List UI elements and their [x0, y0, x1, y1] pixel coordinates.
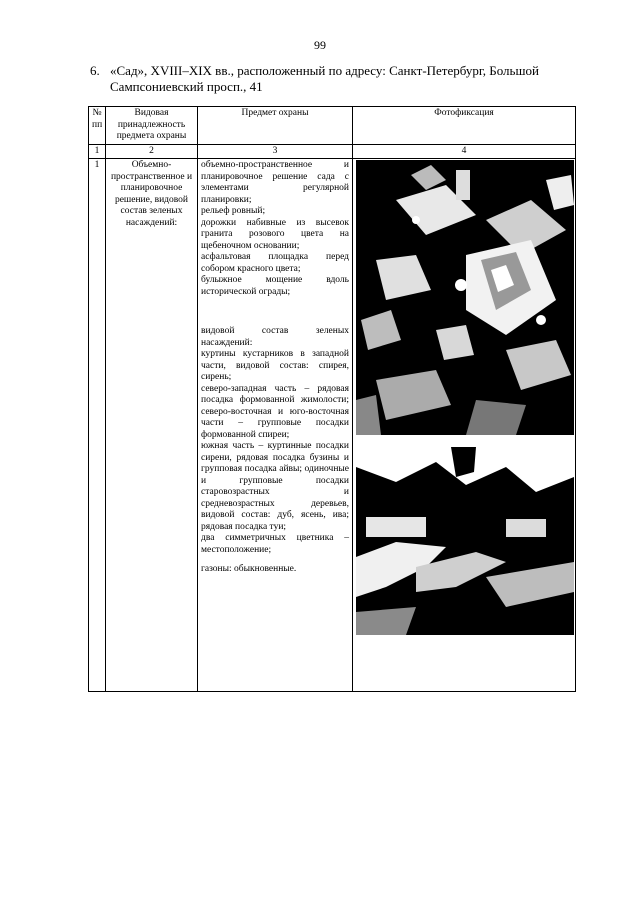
garden-photo	[356, 447, 574, 635]
subject-item: куртины кустарников в западной части, видовой состав: спирея, сирень;	[201, 349, 349, 382]
heading-line-1	[90, 63, 570, 79]
subject-item: газоны: обыкновенные.	[201, 564, 297, 574]
subject-item: северо-западная часть – рядовая посадка формованной жимолости; северо-восточная и юго-восточная части – групповые посадки формованной спиреи;	[201, 383, 349, 440]
subject-item: рельеф ровный;	[201, 206, 266, 216]
subject-item: видовой состав зеленых насаждений:	[201, 326, 349, 348]
subject-item: два симметричных цветника – местоположение;	[201, 533, 349, 555]
header-photo: Фотофиксация	[353, 107, 576, 145]
subject-item: асфальтовая площадка перед собором красного цвета;	[201, 252, 349, 274]
subject-item: дорожки набивные из высевок гранита розового цвета на щебеночном основании;	[201, 217, 349, 251]
column-number: 4	[353, 144, 576, 159]
subject-item: объемно-пространственное и планировочное решение сада с элементами регулярной планировки;	[201, 160, 349, 205]
section-heading	[90, 63, 570, 95]
aerial-photo	[356, 160, 574, 435]
row-type: Объемно-пространственное и планировочное решение, видовой состав зеленых насаждений:	[106, 159, 198, 692]
column-number: 2	[106, 144, 198, 159]
header-subject: Предмет охраны	[198, 107, 353, 145]
heading-line-2: Сампсониевский просп., 41	[110, 79, 263, 94]
row-number: 1	[89, 159, 106, 692]
table-row	[89, 159, 576, 692]
protection-table	[88, 106, 576, 692]
column-number: 1	[89, 144, 106, 159]
heading-title: «Сад», XVIII–XIX вв., расположенный по адресу: Санкт-Петербург, Большой	[110, 63, 539, 78]
heading-number: 6.	[90, 63, 100, 78]
row-photos	[353, 159, 576, 692]
table-header-row	[89, 107, 576, 145]
header-type: Видовая принадлежность предмета охраны	[106, 107, 198, 145]
header-number: № пп	[89, 107, 106, 145]
subject-item: южная часть – куртинные посадки сирени, рядовая посадка бузины и групповая посадка айвы; одиночные и групповые посадки старовозрастных и средневозрастных деревьев, видовой состав: дуб, ясень, ива; рядовая посадка туи;	[201, 441, 349, 532]
subject-item: булыжное мощение вдоль исторической ограды;	[201, 275, 349, 297]
column-number-row	[89, 144, 576, 159]
column-number: 3	[198, 144, 353, 159]
row-subject	[198, 159, 353, 692]
page-number: 99	[314, 38, 326, 52]
